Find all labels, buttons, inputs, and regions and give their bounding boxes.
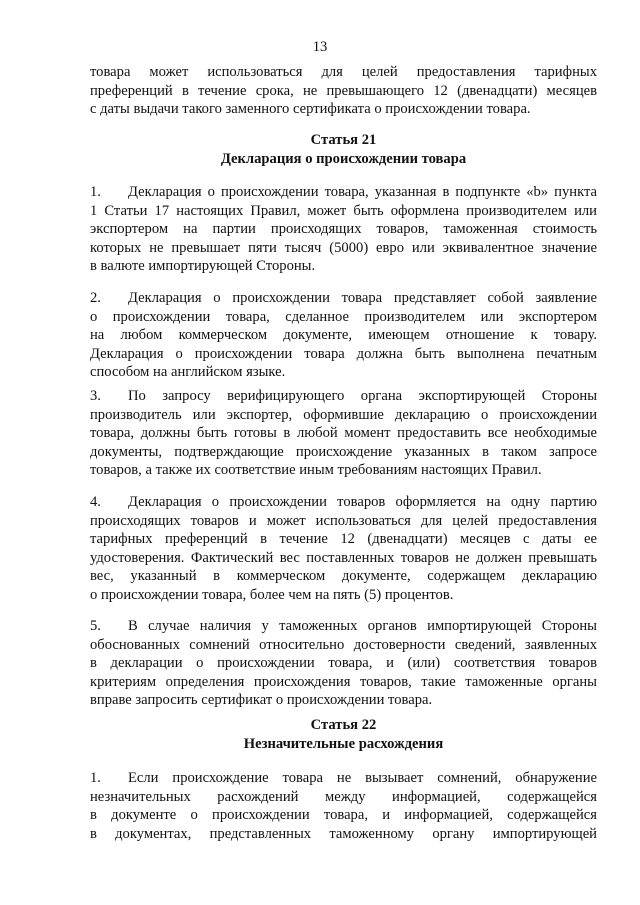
paragraph-number: 2. (90, 290, 101, 306)
paragraph-number: 5. (90, 618, 101, 634)
article-title: Незначительные расхождения (243, 735, 444, 752)
page-number: 13 (312, 39, 328, 55)
paragraph-number: 1. (90, 770, 101, 786)
paragraph-21-2: 2. Декларация о происхождении товара представляет собой заявление о происхождении товара, сделанное производителем или экспортером на любом коммерческом документе, имеющем отношение к товару. Декларация о происхождении товара должна быть выполнена печатным способом на английском языке. (90, 290, 597, 381)
paragraph-21-1: 1. Декларация о происхождении товара, указанная в подпункте «b» пункта 1 Статьи 17 настоящих Правил, может быть оформлена производителем или экспортером на партии происходящих товаров, таможенная стоимость которых не превышает пяти тысяч (5000) евро или эквивалентное значение в валюте импортирующей Стороны. (90, 184, 597, 275)
paragraph-21-4: 4. Декларация о происхождении товаров оформляется на одну партию происходящих товаров и может использоваться для целей предоставления тарифных преференций в течение 12 (двенадцати) месяцев с даты ее удостоверения. Фактический вес поставленных товаров не должен превышать вес, указанный в коммерческом документе, содержащем декларацию о происхождении товара, более чем на пять (5) процентов. (90, 494, 597, 603)
paragraph-21-3: 3. По запросу верифицирующего органа экспортирующей Стороны производитель или экспортер, оформившие декларацию о происхождении товара, должны быть готовы в любой момент предоставить все необходимые документы, подтверждающие происхождение указанных в таком запросе товаров, а также их соответствие иным требованиям настоящих Правил. (90, 388, 597, 479)
paragraph-22-1: 1. Если происхождение товара не вызывает сомнений, обнаружение незначительных расхождений между информацией, содержащейся в документе о происхождении товара, и информацией, содержащейся в документах, представленных таможенному органу импортирующей (90, 770, 597, 842)
intro-paragraph: товара может использоваться для целей предоставления тарифных преференций в течение срока, не превышающего 12 (двенадцати) месяцев с даты выдачи такого заменного сертификата о происхождении товара. (90, 64, 597, 118)
article-heading: Статья 22 (310, 717, 377, 733)
article-21-header (90, 131, 597, 168)
article-title: Декларация о происхождении товара (220, 150, 467, 167)
paragraph-number: 3. (90, 388, 101, 404)
article-heading: Статья 21 (310, 132, 377, 148)
article-22-header (90, 716, 597, 753)
paragraph-21-5: 5. В случае наличия у таможенных органов импортирующей Стороны обоснованных сомнений относительно достоверности сведений, заявленных в декларации о происхождении товара, и (или) соответствия товаров критериям определения происхождения товаров, такие таможенные органы вправе запросить сертификат о происхождении товара. (90, 618, 597, 709)
paragraph-number: 1. (90, 184, 101, 200)
paragraph-number: 4. (90, 494, 101, 510)
